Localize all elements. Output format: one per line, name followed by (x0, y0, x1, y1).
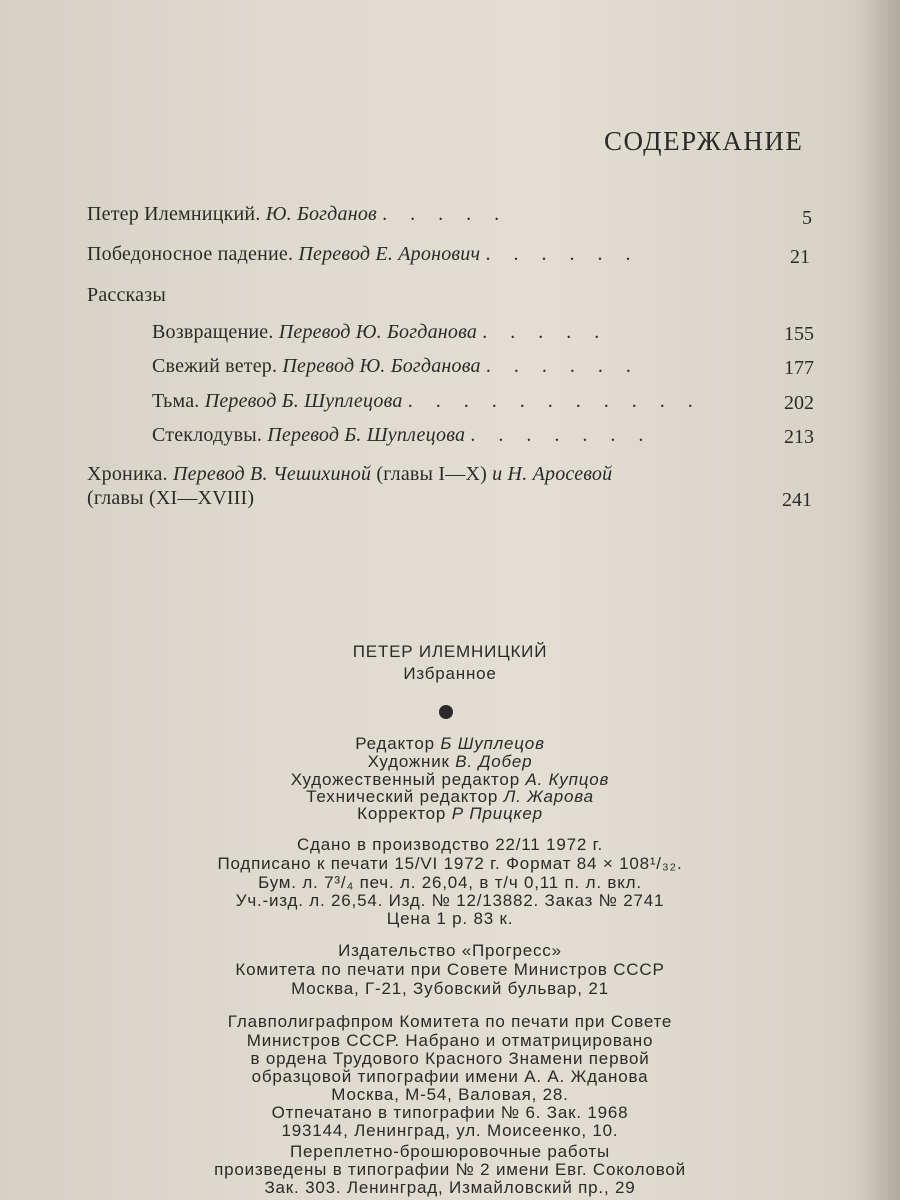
entry-text: Победоносное падение. (87, 243, 299, 265)
entry-author: Перевод Б. Шуплецова (204, 390, 403, 412)
toc-section-heading (87, 284, 166, 307)
toc-entry (87, 243, 639, 266)
printer-line: Главполиграфпром Комитета по печати при Совете (227, 1012, 673, 1031)
entry-author: Перевод В. Чешихиной (172, 463, 372, 485)
printer-line: Москва, М-54, Валовая, 28. (331, 1085, 569, 1104)
toc-entry (152, 355, 640, 378)
credit-name: Л. Жарова (503, 787, 594, 806)
credit-role: Корректор (357, 804, 452, 823)
imprint-author: ПЕТЕР ИЛЕМНИЦКИЙ (352, 642, 548, 661)
credit-name: В. Добер (455, 752, 533, 771)
credit-line (0, 734, 900, 753)
toc-entry (87, 463, 612, 486)
publisher-line: Комитета по печати при Совете Министров СССР (235, 960, 665, 979)
entry-page-number: 213 (784, 426, 814, 448)
entry-text: Петер Илемницкий. (87, 203, 266, 225)
production-line: Уч.-изд. л. 26,54. Изд. № 12/13882. Заказ № 2741 (235, 891, 665, 910)
entry-page-number: 241 (782, 489, 812, 511)
entry-text: Тьма. (152, 390, 205, 412)
credit-role: Редактор (355, 734, 441, 753)
entry-leader: . . . . . (482, 321, 609, 343)
printer-line: образцовой типографии имени А. А. Жданова (251, 1067, 649, 1086)
entry-leader: . . . . . . . (470, 424, 653, 446)
entry-text: Стеклодувы. (152, 424, 268, 446)
entry-text: Хроника. (87, 463, 173, 485)
entry-leader: . . . . . . . . . . . (407, 390, 702, 412)
toc-title: СОДЕРЖАНИЕ (604, 126, 804, 156)
printer-line: 193144, Ленинград, ул. Моисеенко, 10. (281, 1121, 619, 1140)
credit-role: Художник (367, 752, 456, 771)
printer-line: Отпечатано в типографии № 6. Зак. 1968 (271, 1103, 629, 1122)
printer-line: в ордена Трудового Красного Знамени первой (250, 1049, 650, 1068)
binding-line: Зак. 303. Ленинград, Измайловский пр., 29 (264, 1178, 636, 1197)
production-line: Бум. л. 7³/₄ печ. л. 26,04, в т/ч 0,11 п. л. вкл. (258, 873, 642, 892)
toc-entry (152, 390, 702, 413)
toc-entry (87, 487, 254, 510)
production-line: Подписано к печати 15/VI 1972 г. Формат 84 × 108¹/₃₂. (217, 854, 683, 873)
entry-text: Возвращение. (152, 321, 279, 343)
toc-entry (87, 203, 508, 226)
credit-name: Р Прицкер (451, 804, 543, 823)
publisher-line: Издательство «Прогресс» (338, 941, 562, 960)
entry-page-number: 202 (784, 392, 814, 414)
entry-author-2: и Н. Аросевой (492, 463, 613, 485)
toc-entry (152, 424, 652, 447)
entry-author: Перевод Б. Шуплецова (267, 424, 466, 446)
production-line: Цена 1 р. 83 к. (386, 909, 514, 928)
entry-text: Рассказы (87, 284, 166, 306)
credit-name: А. Купцов (525, 770, 610, 789)
entry-text: Свежий ветер. (152, 355, 283, 377)
credit-role: Технический редактор (306, 787, 504, 806)
entry-author: Ю. Богданов (265, 203, 377, 225)
entry-leader: . . . . . . (485, 243, 640, 265)
entry-leader: . . . . . . (485, 355, 640, 377)
binding-line: произведены в типографии № 2 имени Евг. Соколовой (214, 1160, 686, 1179)
binding-line: Переплетно-брошюровочные работы (290, 1142, 610, 1161)
credit-name: Б Шуплецов (440, 734, 545, 753)
toc-entry (152, 321, 608, 344)
entry-page-number: 155 (784, 323, 814, 345)
entry-text: (главы (XI—XVIII) (87, 487, 255, 509)
entry-page-number: 21 (790, 246, 810, 268)
printer-line: Министров СССР. Набрано и отматрицировано (246, 1031, 654, 1050)
bullet-ornament-icon (439, 705, 453, 719)
publisher-line: Москва, Г-21, Зубовский бульвар, 21 (291, 979, 609, 998)
entry-leader: . . . . . (382, 203, 509, 225)
credit-line (0, 804, 900, 823)
entry-author: Перевод Ю. Богданова (282, 355, 481, 377)
entry-text-2: (главы I—X) (371, 463, 493, 485)
production-line: Сдано в производство 22/11 1972 г. (296, 835, 604, 854)
credit-line (0, 752, 900, 771)
entry-author: Перевод Ю. Богданова (278, 321, 478, 343)
entry-page-number: 177 (784, 357, 814, 379)
entry-author: Перевод Е. Аронович (298, 243, 481, 265)
credit-role: Художественный редактор (290, 770, 526, 789)
entry-page-number: 5 (802, 207, 812, 229)
imprint-book-title: Избранное (403, 664, 497, 683)
